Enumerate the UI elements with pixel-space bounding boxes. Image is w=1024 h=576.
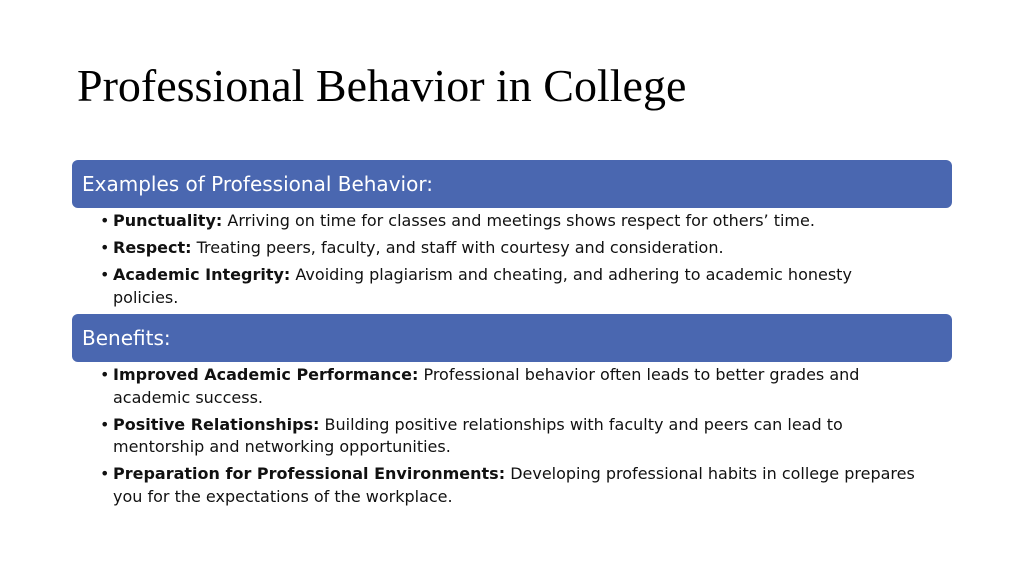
item-text: Developing professional habits in college prepares you for the expectations of the workplace. [113, 464, 915, 506]
list-item [100, 264, 920, 309]
list-item [100, 210, 920, 233]
list-item [100, 414, 920, 459]
list-item [100, 463, 920, 508]
slide-title: Professional Behavior in College [77, 60, 687, 111]
item-text: Arriving on time for classes and meetings shows respect for others’ time. [227, 211, 815, 230]
item-text: Professional behavior often leads to better grades and academic success. [113, 365, 860, 407]
list-item [100, 364, 920, 409]
item-term: Academic Integrity: [113, 265, 291, 284]
item-text: Avoiding plagiarism and cheating, and adhering to academic honesty policies. [113, 265, 852, 307]
item-term: Punctuality: [113, 211, 223, 230]
item-text: Building positive relationships with faculty and peers can lead to mentorship and networking opportunities. [113, 414, 843, 456]
benefits-list [100, 364, 920, 513]
examples-list [100, 210, 920, 314]
examples-header: Examples of Professional Behavior: [72, 160, 952, 208]
list-item [100, 237, 920, 260]
item-term: Positive Relationships: [113, 414, 320, 434]
benefits-header: Benefits: [72, 314, 952, 362]
item-text: Treating peers, faculty, and staff with courtesy and consideration. [196, 238, 724, 257]
item-term: Respect: [113, 238, 192, 257]
item-term: Improved Academic Performance: [113, 365, 419, 384]
item-term: Preparation for Professional Environments: [113, 464, 506, 483]
